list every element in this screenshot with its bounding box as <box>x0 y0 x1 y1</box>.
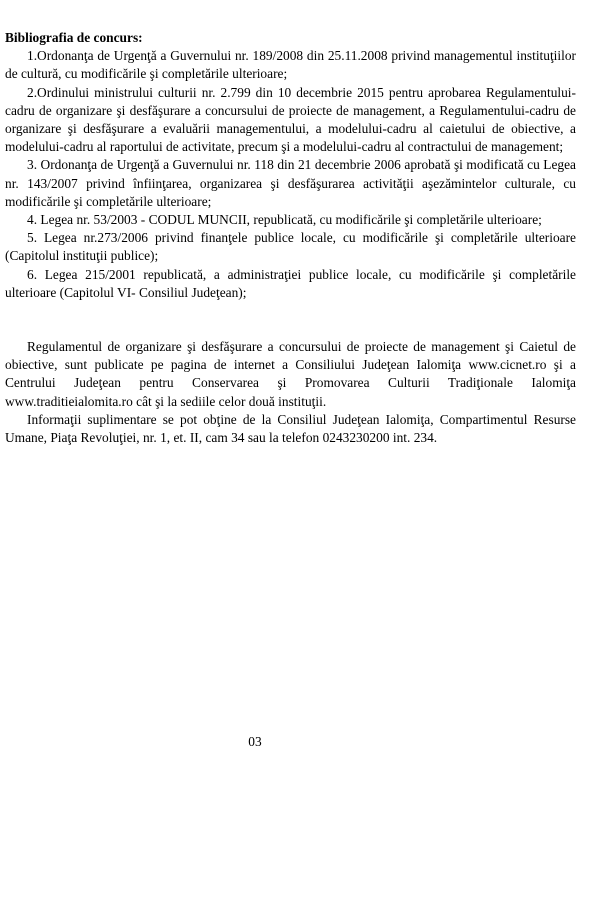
bibliography-item-5: 5. Legea nr.273/2006 privind finanţele publice locale, cu modificările şi completările ulterioare (Capitolul instituţii publice); <box>5 230 576 264</box>
bibliography-item-1: 1.Ordonanţa de Urgenţă a Guvernului nr. 189/2008 din 25.11.2008 privind managementul instituţiilor de cultură, cu modificările şi completările ulterioare; <box>5 48 576 82</box>
bibliography-item-6: 6. Legea 215/2001 republicată, a administraţiei publice locale, cu modificările şi completările ulterioare (Capitolul VI- Consiliul Judeţean); <box>5 266 576 300</box>
bibliography-heading: Bibliografia de concurs: <box>5 30 143 45</box>
document-body <box>5 29 576 447</box>
page-number: 03 <box>248 734 262 749</box>
bibliography-item-4: 4. Legea nr. 53/2003 - CODUL MUNCII, republicată, cu modificările şi completările ulterioare; <box>27 212 542 228</box>
bibliography-item-3: 3. Ordonanţa de Urgenţă a Guvernului nr. 118 din 21 decembrie 2006 aprobată şi modificată cu Legea nr. 143/2007 privind înfiinţarea, organizarea şi desfăşurarea activităţii aşezămintelor culturale, cu modificările şi completările ulterioare; <box>5 157 576 209</box>
page-number-container <box>0 733 600 751</box>
contact-paragraph: Informaţii suplimentare se pot obţine de la Consiliul Judeţean Ialomiţa, Compartimentul Resurse Umane, Piaţa Revoluţiei, nr. 1, et. II, cam 34 sau la telefon 0243230200 int. 234. <box>5 411 576 446</box>
regulation-paragraph: Regulamentul de organizare şi desfăşurare a concursului de proiecte de management şi Caietul de obiective, sunt publicate pe pagina de internet a Consiliului Judeţean Ialomiţa www.cicnet.ro şi a Centrului Judeţean pentru Conservarea şi Promovarea Culturii Tradiţionale Ialomiţa www.traditieialomita.ro cât şi la sediile celor două instituţii. <box>5 339 576 409</box>
section-spacer <box>5 302 576 338</box>
bibliography-item-2: 2.Ordinului ministrului culturii nr. 2.799 din 10 decembrie 2015 pentru aprobarea Regulamentului-cadru de organizare şi desfăşurare a concursului de proiecte de management, a Regulamentului-cadru de organizare şi desfăşurare a evaluării managementului, a modelului-cadru al caietului de obiective, a modelului-cadru al raportului de activitate, precum şi a modelului-cadru al contractului de management; <box>5 84 576 155</box>
